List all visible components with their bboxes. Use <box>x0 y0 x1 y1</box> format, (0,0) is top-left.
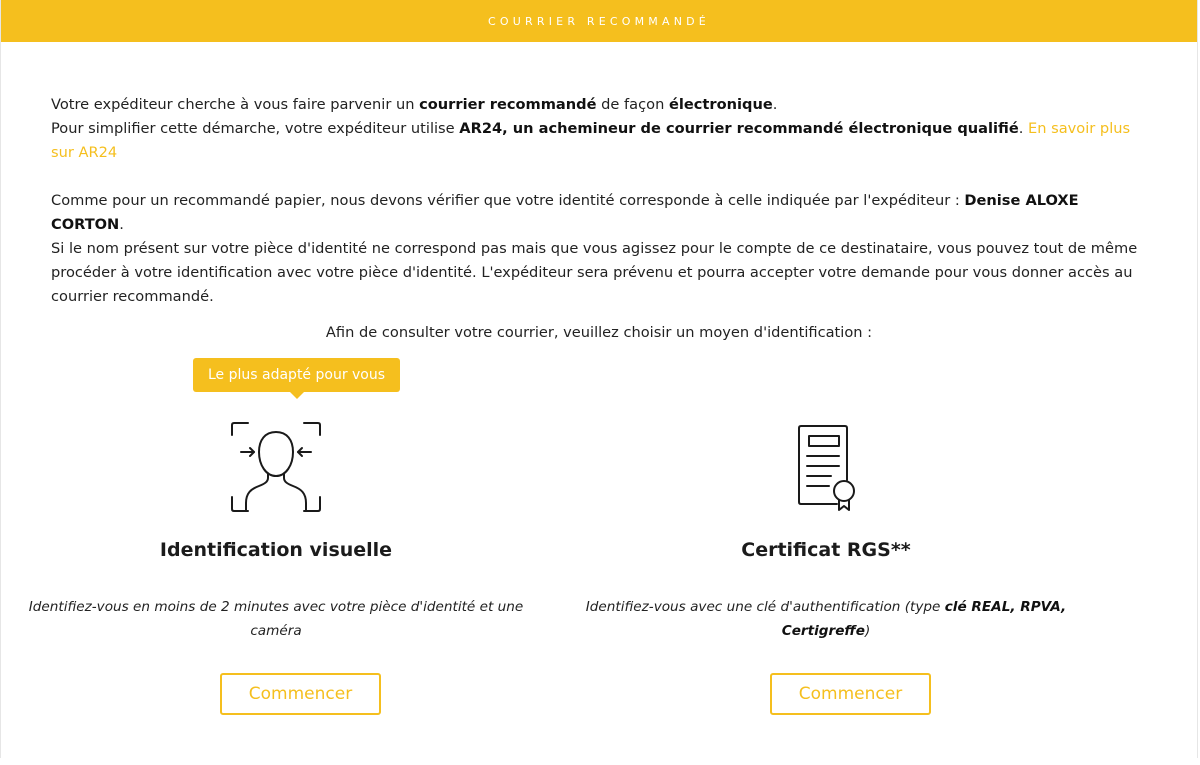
face-scan-icon <box>231 422 321 512</box>
recipient-name: Denise ALOXE CORTON <box>51 192 1079 233</box>
intro-paragraph <box>51 93 1147 165</box>
start-visual-identification-button[interactable]: Commencer <box>220 673 381 715</box>
rgs-desc-text: ) <box>864 623 871 639</box>
learn-more-ar24-link[interactable]: En savoir plus sur AR24 <box>51 120 1131 161</box>
intro-bold-ar24: AR24, un achemineur de courrier recommandé électronique qualifié <box>459 120 1019 137</box>
identity-text: Comme pour un recommandé papier, nous devons vérifier que votre identité corresponde à celle indiquée par l'expéditeur : <box>51 192 965 209</box>
intro-text: Votre expéditeur cherche à vous faire parvenir un <box>51 96 420 113</box>
start-rgs-certificate-button[interactable]: Commencer <box>770 673 931 715</box>
certificate-icon <box>781 422 871 512</box>
identity-text: Si le nom présent sur votre pièce d'identité ne correspond pas mais que vous agissez pour le compte de ce destinataire, vous pouvez tout de même procéder à votre identification avec votre pièce d'identité. L'expéditeur sera prévenu et pourra accepter votre demande pour vous donner accès au courrier recommandé. <box>51 240 1138 305</box>
intro-text: de façon <box>596 96 669 113</box>
identification-options <box>1 345 1197 765</box>
intro-text: Pour simplifier cette démarche, votre expéditeur utilise <box>51 120 460 137</box>
rgs-desc-text: Identifiez-vous avec une clé d'authentification (type <box>585 599 945 615</box>
visual-identification-description: Identifiez-vous en moins de 2 minutes avec votre pièce d'identité et une caméra <box>28 599 524 639</box>
header-bar <box>1 0 1197 42</box>
rgs-key-types: clé REAL, RPVA, Certigreffe <box>781 599 1067 639</box>
identity-paragraph <box>51 189 1147 309</box>
rgs-certificate-description <box>576 595 1076 643</box>
intro-bold-electronic: électronique <box>668 96 773 113</box>
choose-prompt: Afin de consulter votre courrier, veuillez choisir un moyen d'identification : <box>325 324 873 341</box>
header-title: COURRIER RECOMMANDÉ <box>488 14 710 28</box>
intro-text: . <box>1018 120 1029 137</box>
main-content <box>1 42 1197 345</box>
identity-text: . <box>119 216 124 233</box>
visual-identification-title: Identification visuelle <box>159 539 393 561</box>
intro-bold-registered: courrier recommandé <box>419 96 597 113</box>
intro-text: . <box>772 96 778 113</box>
rgs-certificate-title: Certificat RGS** <box>741 539 911 561</box>
recommended-badge: Le plus adapté pour vous <box>193 358 400 392</box>
